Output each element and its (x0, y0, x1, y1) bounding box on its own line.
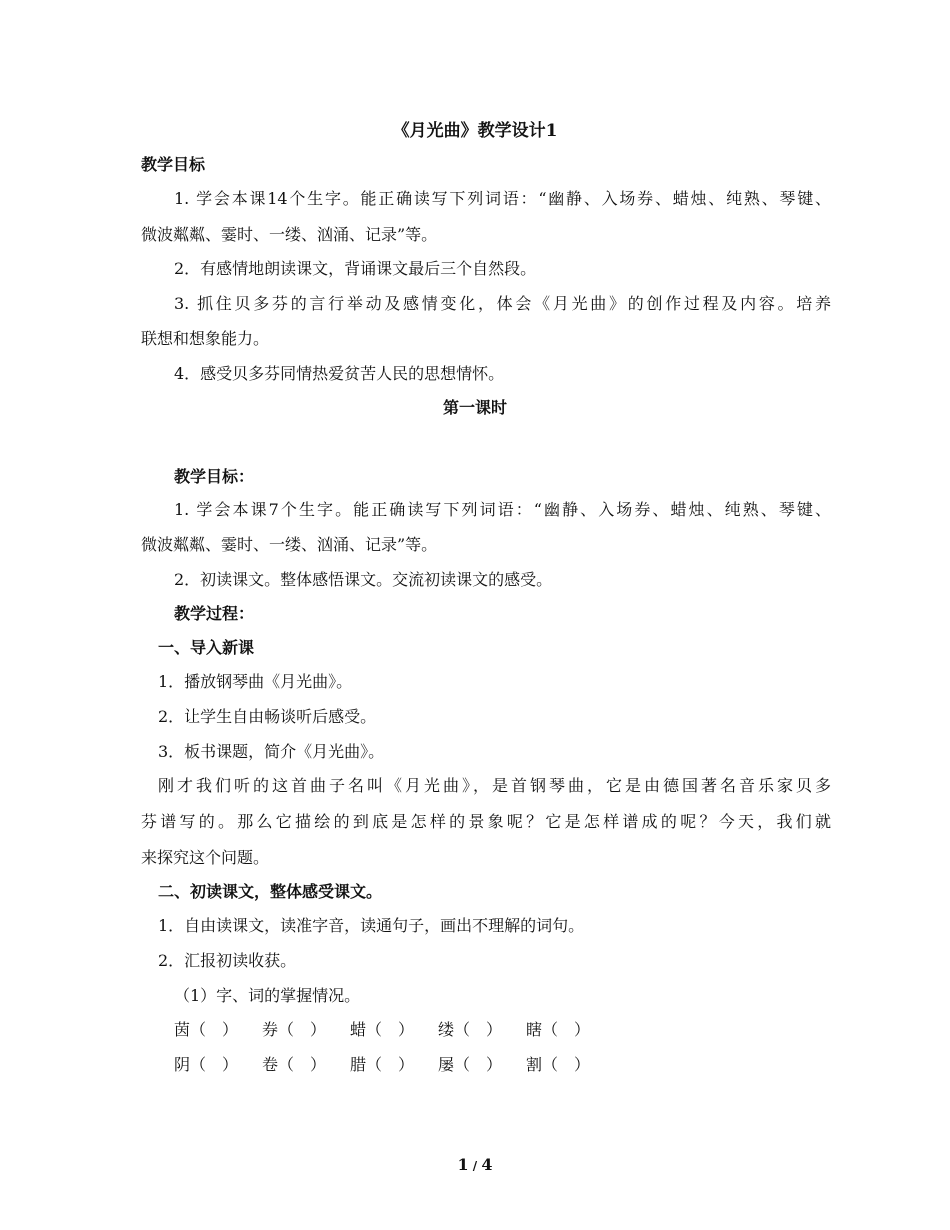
section-1-heading: 一、导入新课 (158, 638, 255, 657)
goal-2: 2．有感情地朗读课文，背诵课文最后三个自然段。 (174, 259, 537, 278)
char-item: 阴（ ） (174, 1055, 239, 1074)
document-title: 《月光曲》教学设计1 (392, 121, 558, 141)
goal-4: 4．感受贝多芬同情热爱贫苦人民的思想情怀。 (174, 364, 505, 383)
section-1-step-3: 3．板书课题，简介《月光曲》。 (158, 742, 385, 761)
process-heading: 教学过程： (174, 604, 255, 623)
char-item: 券（ ） (262, 1020, 327, 1039)
lesson-1-goal-1-line-2: 微波粼粼、霎时、一缕、汹涌、记录”等。 (141, 535, 438, 554)
page-number: 1 (457, 1155, 469, 1174)
goal-1-line-1: 1. 学会本课14个生字。能正确读写下列词语：“幽静、入场券、蜡烛、纯熟、琴键、 (174, 189, 831, 208)
char-row-2 (174, 1055, 831, 1075)
section-2-sub-1: （1）字、词的掌握情况。 (174, 986, 361, 1005)
section-2-step-1: 1．自由读课文，读准字音，读通句子，画出不理解的词句。 (158, 916, 585, 935)
char-row-1 (174, 1020, 831, 1040)
char-item: 缕（ ） (438, 1020, 503, 1039)
section-2-step-2: 2．汇报初读收获。 (158, 951, 297, 970)
page-separator: / (468, 1159, 482, 1173)
char-item: 蜡（ ） (350, 1020, 415, 1039)
section-2-heading: 二、初读课文，整体感受课文。 (158, 882, 383, 901)
section-1-paragraph-line-3: 来探究这个问题。 (141, 848, 270, 867)
goals-heading: 教学目标 (141, 155, 206, 174)
goal-1-line-2: 微波粼粼、霎时、一缕、汹涌、记录”等。 (141, 225, 438, 244)
lesson-1-goal-2: 2．初读课文。整体感悟课文。交流初读课文的感受。 (174, 570, 553, 589)
goal-3-line-1: 3. 抓住贝多芬的言行举动及感情变化，体会《月光曲》的创作过程及内容。培养 (174, 294, 831, 313)
char-item: 瞎（ ） (526, 1020, 591, 1039)
lesson-1-goal-1-line-1: 1. 学会本课7个生字。能正确读写下列词语：“幽静、入场券、蜡烛、纯熟、琴键、 (174, 500, 831, 519)
goal-3-line-2: 联想和想象能力。 (141, 329, 270, 348)
page-footer (0, 1155, 950, 1174)
section-1-paragraph-line-1: 刚才我们听的这首曲子名叫《月光曲》，是首钢琴曲，它是由德国著名音乐家贝多 (158, 776, 831, 795)
char-item: 割（ ） (526, 1055, 591, 1074)
lesson-1-heading: 第一课时 (442, 398, 507, 417)
page-total: 4 (481, 1155, 493, 1174)
section-1-step-2: 2．让学生自由畅谈听后感受。 (158, 707, 377, 726)
char-item: 屡（ ） (438, 1055, 503, 1074)
char-item: 茵（ ） (174, 1020, 239, 1039)
char-item: 卷（ ） (262, 1055, 327, 1074)
section-1-paragraph-line-2: 芬谱写的。那么它描绘的到底是怎样的景象呢？它是怎样谱成的呢？今天，我们就 (141, 812, 831, 831)
char-item: 腊（ ） (350, 1055, 415, 1074)
section-1-step-1: 1．播放钢琴曲《月光曲》。 (158, 672, 353, 691)
lesson-1-goals-heading: 教学目标： (174, 467, 255, 486)
